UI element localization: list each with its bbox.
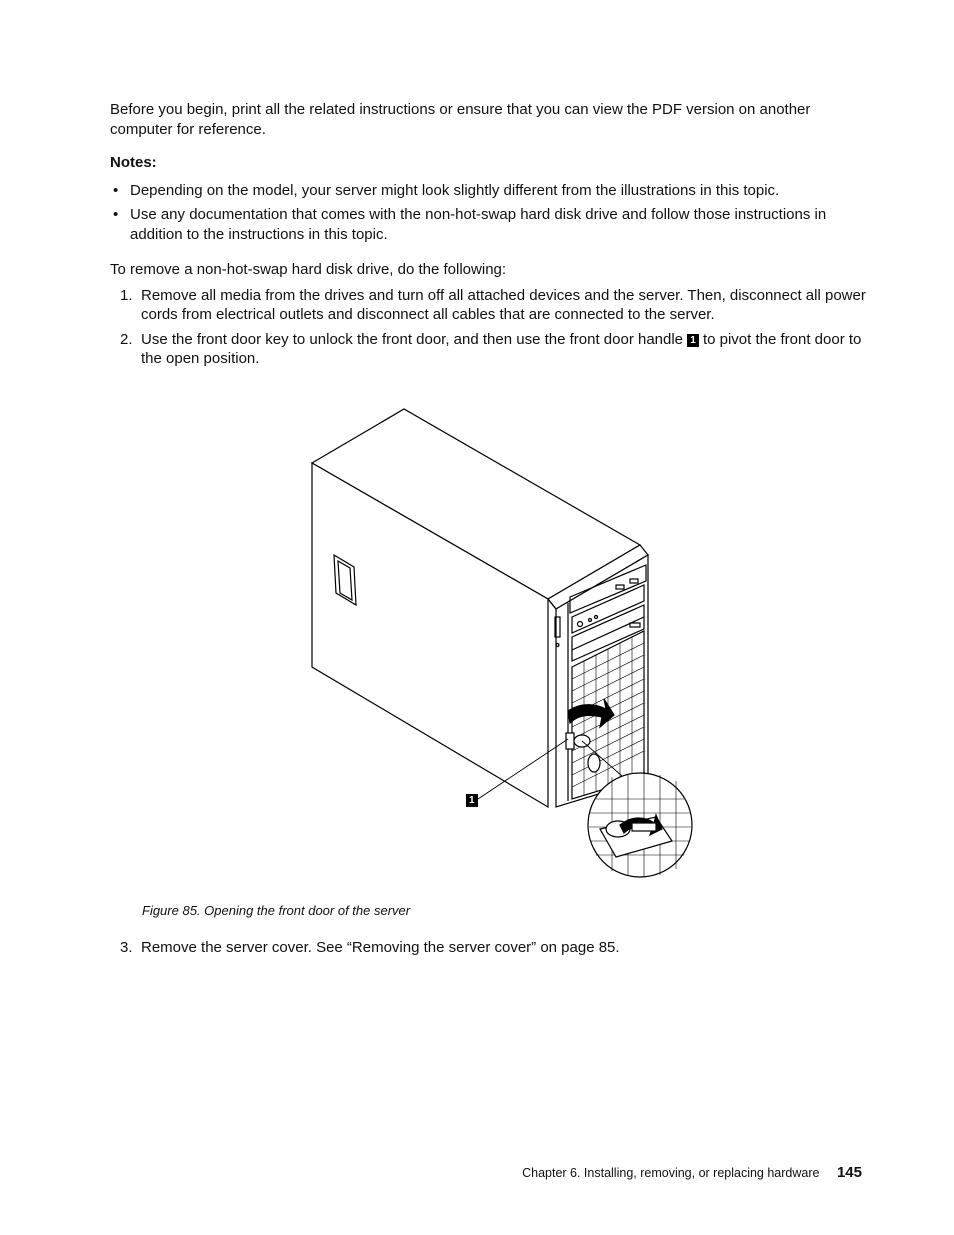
step-text: Use the front door key to unlock the front door, and then use the front door handle [141,330,684,348]
figure-caption: Figure 85. Opening the front door of the server [142,903,411,918]
notes-list [110,181,870,245]
footer-chapter: Chapter 6. Installing, removing, or replacing hardware [522,1166,820,1180]
step-number: 3. [120,939,133,956]
server-illustration [300,405,700,885]
step-text: Remove the server cover. See “Removing the server cover” on page 85. [141,939,620,956]
note-item: • Depending on the model, your server might look slightly different from the illustrations in this topic. [110,181,870,201]
step-item [110,286,870,325]
page-footer [522,1164,862,1181]
notes-heading: Notes: [110,154,157,171]
step-text: to pivot the front door to the open position. [141,330,862,367]
intro-paragraph: Before you begin, print all the related instructions or ensure that you can view the PDF version on another computer for reference. [110,101,811,138]
step-number: 2. [120,330,133,348]
step-number: 1. [120,286,133,304]
procedure-lead: To remove a non-hot-swap hard disk drive, do the following: [110,261,507,278]
server-tower-drawing [300,405,700,885]
step-text: Remove all media from the drives and turn off all attached devices and the server. Then, disconnect all power cords from electrical outlets and disconnect all cables that are connected to the server. [141,286,866,323]
page-number: 145 [836,1164,862,1181]
step-item [110,330,870,369]
note-item: • Use any documentation that comes with the non-hot-swap hard disk drive and follow those instructions in addition to the instructions in this topic. [110,205,870,244]
callout-badge: 1 [687,334,699,347]
steps-list [110,286,870,369]
main-content [110,100,870,374]
figure-callout-badge: 1 [466,794,478,807]
